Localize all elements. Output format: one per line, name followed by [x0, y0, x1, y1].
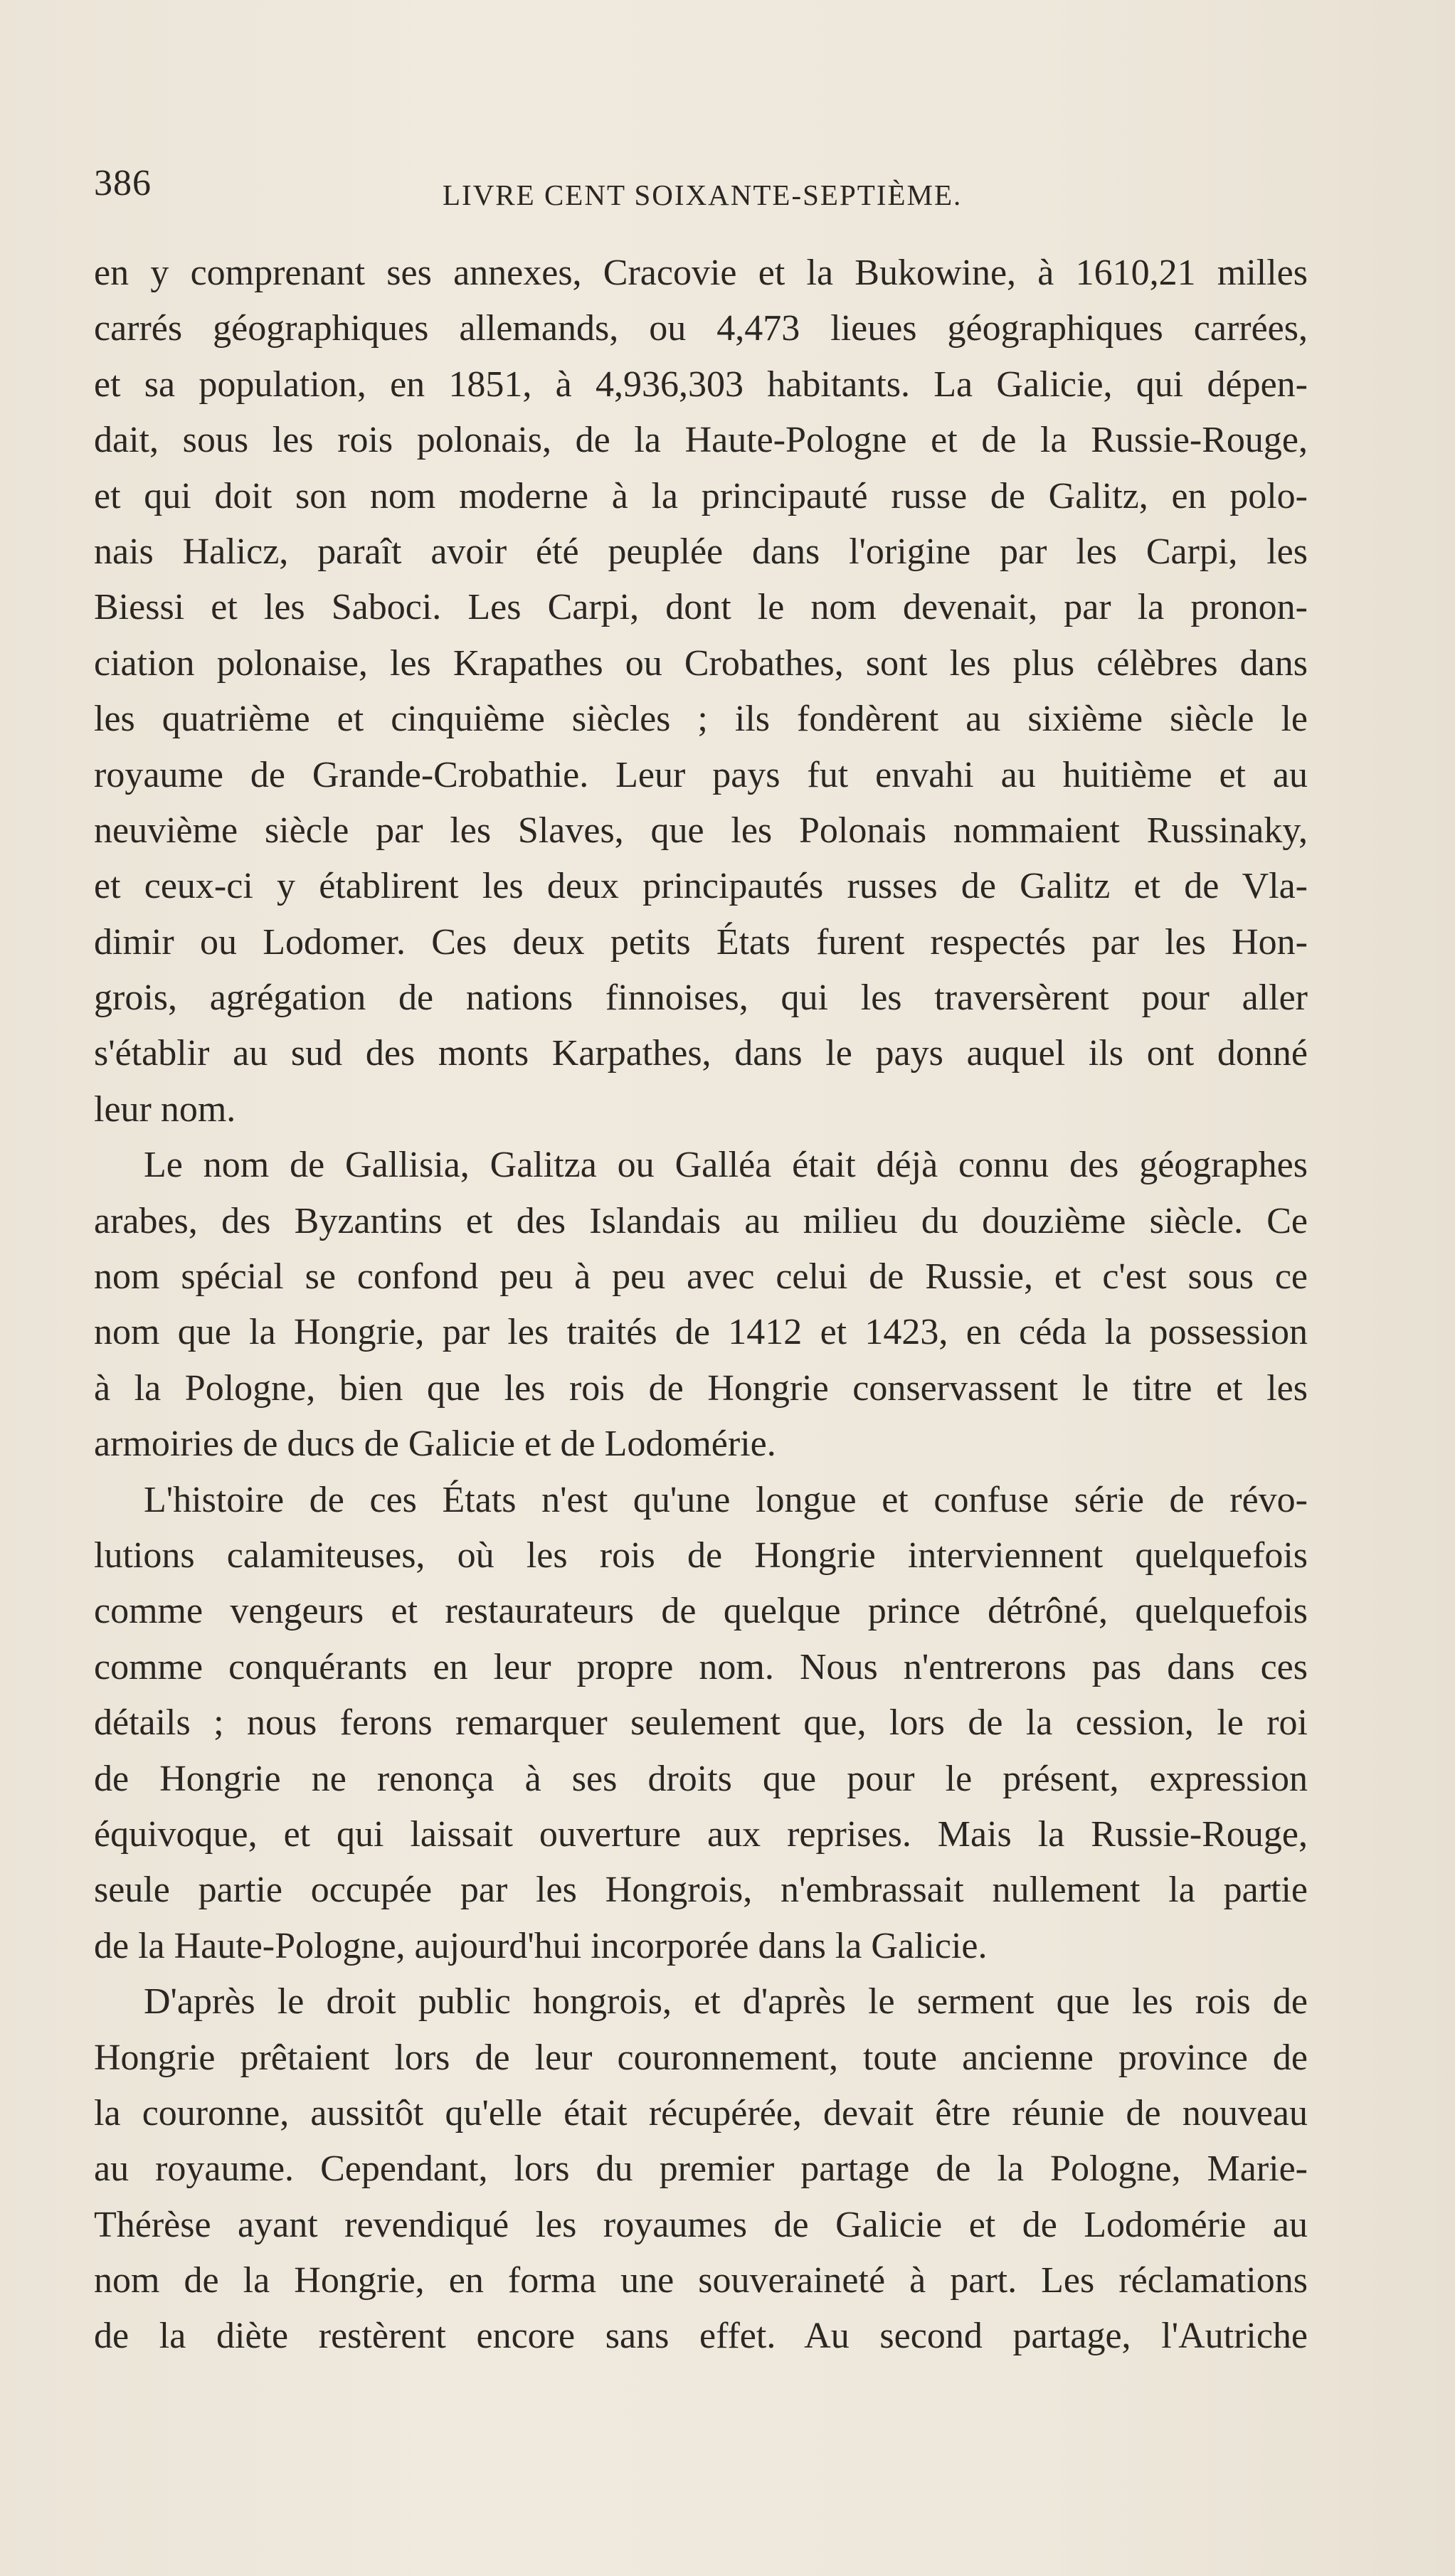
text-line: et sa population, en 1851, à 4,936,303 habitants. La Galicie, qui dépen-	[94, 364, 1308, 405]
text-line: Hongrie prêtaient lors de leur couronnement, toute ancienne province de	[94, 2037, 1308, 2078]
page-header	[94, 162, 1346, 212]
text-line: détails ; nous ferons remarquer seulement que, lors de la cession, le roi	[94, 1702, 1308, 1744]
text-line: nom que la Hongrie, par les traités de 1412 et 1423, en céda la possession	[94, 1312, 1308, 1353]
text-line: s'établir au sud des monts Karpathes, dans le pays auquel ils ont donné	[94, 1033, 1308, 1074]
text-line: leur nom.	[94, 1088, 236, 1130]
text-line: en y comprenant ses annexes, Cracovie et la Bukowine, à 1610,21 milles	[94, 253, 1308, 293]
text-line: Thérèse ayant revendiqué les royaumes de Galicie et de Lodomérie au	[94, 2204, 1308, 2245]
text-line: lutions calamiteuses, où les rois de Hongrie interviennent quelquefois	[94, 1535, 1308, 1576]
text-line: Biessi et les Saboci. Les Carpi, dont le nom devenait, par la pronon-	[94, 587, 1308, 628]
text-line: équivoque, et qui laissait ouverture aux reprises. Mais la Russie-Rouge,	[94, 1813, 1308, 1855]
page-number: 386	[94, 163, 152, 203]
text-line: ciation polonaise, les Krapathes ou Crobathes, sont les plus célèbres dans	[94, 642, 1308, 684]
text-line: dait, sous les rois polonais, de la Haute-Pologne et de la Russie-Rouge,	[94, 420, 1308, 461]
text-line: comme conquérants en leur propre nom. Nous n'entrerons pas dans ces	[94, 1646, 1308, 1687]
text-line: seule partie occupée par les Hongrois, n'embrassait nullement la partie	[94, 1870, 1308, 1911]
text-line: royaume de Grande-Crobathie. Leur pays fut envahi au huitième et au	[94, 754, 1308, 795]
text-line: L'histoire de ces États n'est qu'une longue et confuse série de révo-	[144, 1479, 1308, 1520]
running-title: LIVRE CENT SOIXANTE-SEPTIÈME.	[443, 179, 963, 211]
text-line: à la Pologne, bien que les rois de Hongrie conservassent le titre et les	[94, 1367, 1308, 1409]
text-line: de Hongrie ne renonça à ses droits que pour le présent, expression	[94, 1758, 1308, 1799]
body-text	[94, 245, 1308, 2365]
text-line: nom de la Hongrie, en forma une souveraineté à part. Les réclamations	[94, 2260, 1308, 2301]
text-line: dimir ou Lodomer. Ces deux petits États furent respectés par les Hon-	[94, 921, 1308, 963]
text-line: les quatrième et cinquième siècles ; ils fondèrent au sixième siècle le	[94, 699, 1308, 740]
text-line: Le nom de Gallisia, Galitza ou Galléa était déjà connu des géographes	[144, 1145, 1308, 1186]
text-line: de la Haute-Pologne, aujourd'hui incorporée dans la Galicie.	[94, 1925, 988, 1966]
text-line: nom spécial se confond peu à peu avec celui de Russie, et c'est sous ce	[94, 1256, 1308, 1298]
text-line: armoiries de ducs de Galicie et de Lodomérie.	[94, 1424, 776, 1465]
text-line: nais Halicz, paraît avoir été peuplée dans l'origine par les Carpi, les	[94, 531, 1308, 572]
text-line: D'après le droit public hongrois, et d'après le serment que les rois de	[144, 1981, 1308, 2023]
text-line: carrés géographiques allemands, ou 4,473 lieues géographiques carrées,	[94, 308, 1308, 349]
text-line: grois, agrégation de nations finnoises, qui les traversèrent pour aller	[94, 977, 1308, 1019]
text-line: la couronne, aussitôt qu'elle était récupérée, devait être réunie de nouveau	[94, 2092, 1308, 2134]
text-line: arabes, des Byzantins et des Islandais au milieu du douzième siècle. Ce	[94, 1200, 1308, 1241]
text-line: et qui doit son nom moderne à la principauté russe de Galitz, en polo-	[94, 475, 1308, 516]
text-line: comme vengeurs et restaurateurs de quelque prince détrôné, quelquefois	[94, 1591, 1308, 1632]
text-line: neuvième siècle par les Slaves, que les Polonais nommaient Russinaky,	[94, 810, 1308, 851]
text-line: au royaume. Cependant, lors du premier partage de la Pologne, Marie-	[94, 2148, 1308, 2190]
text-line: de la diète restèrent encore sans effet. Au second partage, l'Autriche	[94, 2316, 1308, 2357]
text-line: et ceux-ci y établirent les deux principautés russes de Galitz et de Vla-	[94, 866, 1308, 907]
